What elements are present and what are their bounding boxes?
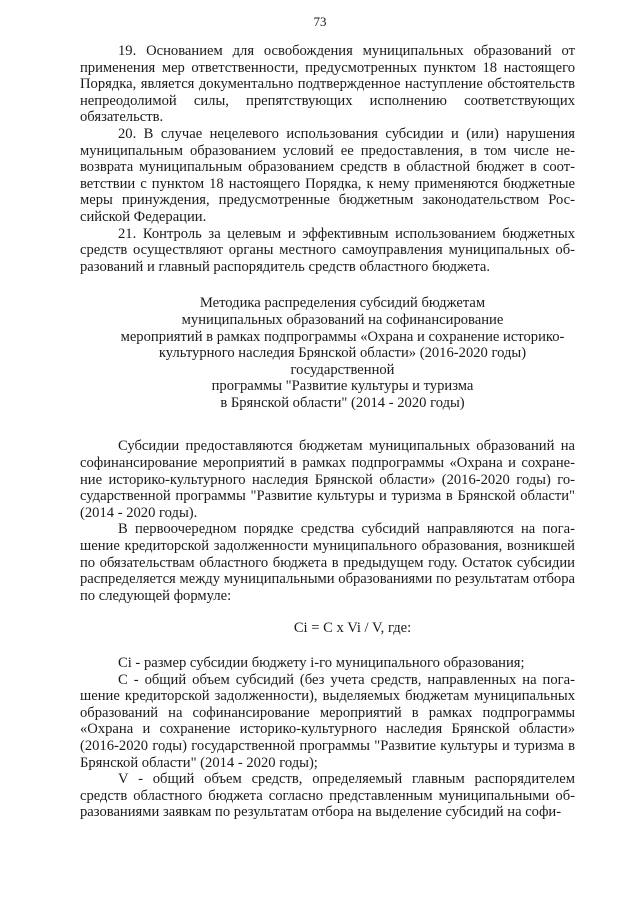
document-body [80,43,575,821]
paragraph-20: 20. В случае нецелевого использования субсидии и (или) нарушения муниципальным образованием условий ее предоставления, в том числе невозврата муниципальным образованием средств в областной бюджет в соответствии с пунктом 18 настоящего Порядка, к нему применяются бюджетные меры принуждения, предусмотренные бюджетным законодательством Российской Федерации. [80,125,575,225]
definition-v: V - общий объем средств, определяемый главным распорядителем средств областного бюджета согласно представленным муниципальными образованиями заявкам по результатам отбора на выделение субсидий на софи- [80,771,575,821]
heading-line: Методика распределения субсидий бюджетам [199,295,486,312]
heading-line: мероприятий в рамках подпрограммы «Охрана и сохранение историко- [120,328,565,345]
paragraph-19: 19. Основанием для освобождения муниципальных образований от применения мер ответственности, предусмотренных пунктом 18 настоящего Порядка, является документально подтвержденное наступление обстоятельств непреодолимой силы, препятствующих исполнению соответствующих обязательств. [80,43,575,126]
distribution-formula: Ci = C x Vi / V, где: [293,620,412,637]
page-number: 73 [313,14,327,29]
heading-line: культурного наследия Брянской области» (2016-2020 годы) государственной [158,345,527,378]
heading-line: в Брянской области" (2014 - 2020 годы) [220,394,465,411]
priority-paragraph: В первоочередном порядке средства субсидий направляются на погашение кредиторской задолженности муниципального образования, возникшей по обязательствам областного бюджета в предыдущем году. Остаток субсидии распределяется между муниципальными образованиями по результатам отбора по следующей формуле: [80,521,575,604]
definition-ci: Ci - размер субсидии бюджету i-го муниципального образования; [118,655,525,671]
subsidies-paragraph: Субсидии предоставляются бюджетам муниципальных образований на софинансирование мероприятий в рамках подпрограммы «Охрана и сохранение историко-культурного наследия Брянской области» (2016-2020 годы) государственной программы "Развитие культуры и туризма в Брянской области" (2014 - 2020 годы). [80,438,575,521]
heading-line: муниципальных образований на софинансирование [181,311,504,328]
methodology-heading [110,295,575,411]
paragraph-21: 21. Контроль за целевым и эффективным использованием бюджетных средств осуществляют органы местного самоуправления муниципальных образований и главный распорядитель средств областного бюджета. [80,225,575,275]
definition-c: C - общий объем субсидий (без учета средств, направленных на погашение кредиторской задолженности), выделяемых бюджетам муниципальных образований на софинансирование мероприятий в рамках подпрограммы «Охрана и сохранение историко-культурного наследия Брянской области» (2016-2020 годы) государственной программы "Развитие культуры и туризма в Брянской области" (2014 - 2020 годы); [80,671,575,771]
heading-line: программы "Развитие культуры и туризма [211,378,474,395]
